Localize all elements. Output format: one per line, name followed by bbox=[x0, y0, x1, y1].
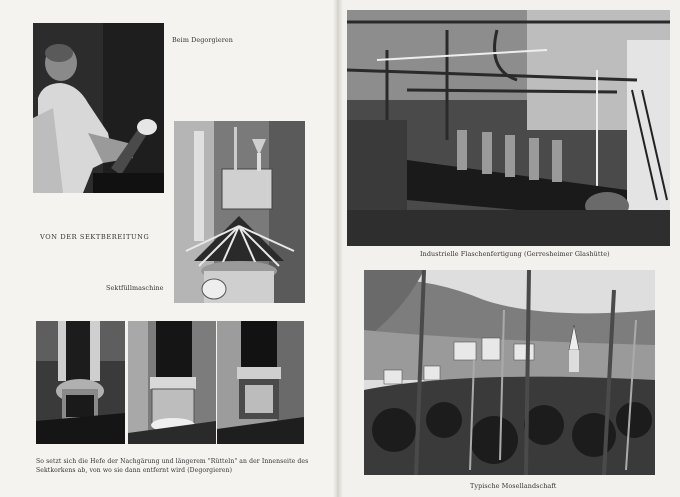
photo-cork-1 bbox=[36, 321, 125, 444]
photo-cork-2 bbox=[128, 321, 216, 444]
photo-degorgieren bbox=[33, 23, 164, 193]
section-heading: VON DER SEKTBEREITUNG bbox=[40, 233, 150, 241]
caption-bottom-line-1: So setzt sich die Hefe der Nachgärung und längerem "Rütteln" an der Innenseite des bbox=[36, 458, 309, 465]
caption-glass-factory: Industrielle Flaschenfertigung (Gerresheimer Glashütte) bbox=[420, 250, 610, 258]
photo-sektfuellmaschine bbox=[174, 121, 305, 303]
caption-degorgieren: Beim Degorgieren bbox=[172, 36, 233, 44]
photo-glass-factory bbox=[347, 10, 670, 246]
caption-mosel-landscape: Typische Mosellandschaft bbox=[470, 482, 557, 490]
book-gutter bbox=[333, 0, 343, 497]
caption-bottom-line-2: Sektkorkens ab, von wo sie dann entfernt wird (Degorgieren) bbox=[36, 467, 233, 474]
caption-sektfuellmaschine: Sektfüllmaschine bbox=[106, 284, 164, 292]
photo-mosel-landscape bbox=[364, 270, 655, 475]
photo-cork-3 bbox=[217, 321, 304, 444]
